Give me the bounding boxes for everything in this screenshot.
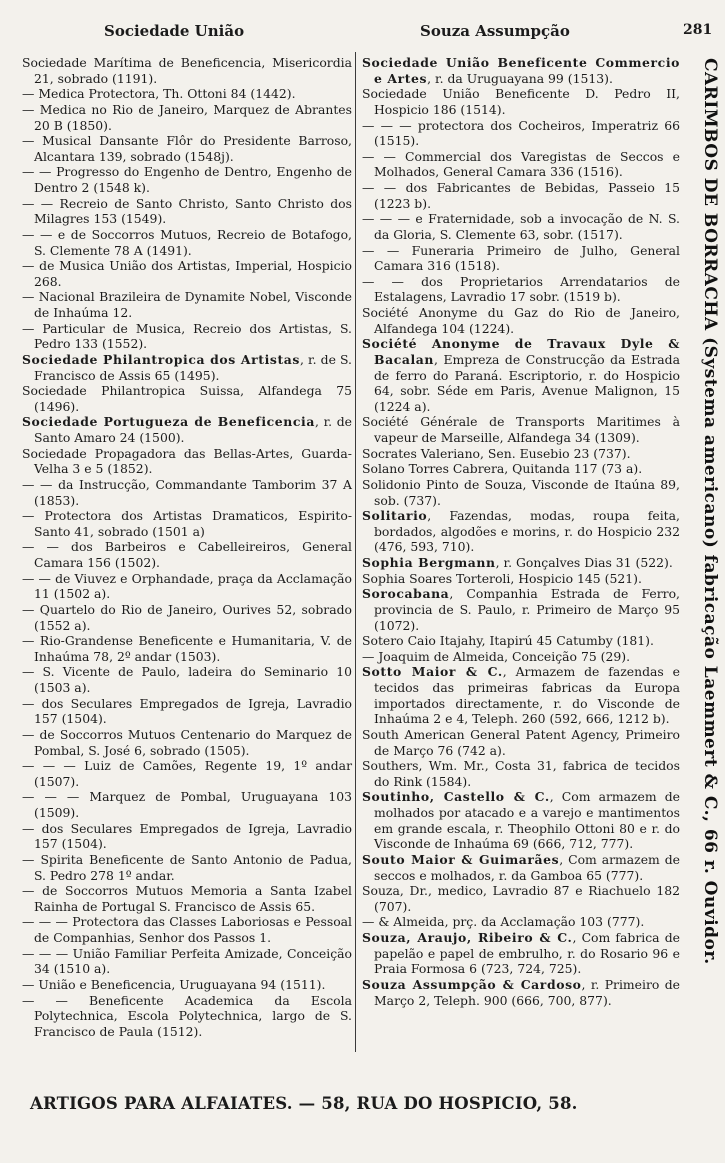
list-item: Sociedade União Beneficente D. Pedro II, Hospicio 186 (1514). — [362, 86, 680, 117]
list-item: — — Beneficente Academica da Escola Polytechnica, Escola Polytechnica, largo de S. Francisco de Paula (1512). — [22, 992, 352, 1039]
list-item: — S. Vicente de Paulo, ladeira do Seminario 10 (1503 a). — [22, 664, 352, 695]
list-item: Solitario, Fazendas, modas, roupa feita, bordados, algodões e morins, r. do Hospicio 232 (476, 593, 710). — [362, 508, 680, 555]
list-item: Société Anonyme du Gaz do Rio de Janeiro, Alfandega 104 (1224). — [362, 305, 680, 336]
list-item: Souza Assumpção & Cardoso, r. Primeiro de Março 2, Teleph. 900 (666, 700, 877). — [362, 976, 681, 1008]
list-item: — de Soccorros Mutuos Memoria a Santa Izabel Rainha de Portugal S. Francisco de Assis 65. — [22, 883, 352, 914]
list-item: — — — Protectora das Classes Laboriosas e Pessoal de Companhias, Senhor dos Passos 1. — [22, 914, 352, 945]
side-advertisement: CARIMBOS DE BORRACHA (Systema americano) fabricação Laemmert & C., 66 r. Ouvidor. — [700, 58, 720, 965]
entry-name: Sociedade União Beneficente Commercio e Artes — [362, 55, 680, 86]
list-item: Solano Torres Cabrera, Quitanda 117 (73 a). — [362, 461, 643, 477]
list-item: Société Anonyme de Travaux Dyle & Bacalan, Empreza de Construcção da Estrada de ferro do Paraná. Escriptorio, r. do Hospicio 64, sobr. Séde em Paris, Avenue Malignon, 15 (1224 a). — [362, 336, 680, 414]
list-item: — Spirita Beneficente de Santo Antonio de Padua, S. Pedro 278 1º andar. — [22, 851, 352, 883]
page-number: 281 — [683, 22, 713, 38]
entry-name: Souto Maior & Guimarães — [362, 851, 560, 867]
list-item: — Protectora dos Artistas Dramaticos, Espirito-Santo 41, sobrado (1501 a) — [22, 508, 352, 539]
list-item: Souza, Dr., medico, Lavradio 87 e Riachuelo 182 (707). — [362, 883, 680, 914]
list-item: — Musical Dansante Flôr do Presidente Barroso, Alcantara 139, sobrado (1548j). — [22, 133, 352, 164]
list-item: — Medica no Rio de Janeiro, Marquez de Abrantes 20 B (1850). — [22, 101, 352, 133]
column-divider — [355, 52, 356, 1052]
list-item: — — dos Proprietarios Arrendatarios de Estalagens, Lavradio 17 sobr. (1519 b). — [362, 273, 680, 305]
list-item: — dos Seculares Empregados de Igreja, Lavradio 157 (1504). — [22, 695, 352, 727]
list-item: — — de Viuvez e Orphandade, praça da Acclamação 11 (1502 a). — [22, 570, 352, 602]
list-item: — União e Beneficencia, Uruguayana 94 (1511). — [22, 976, 326, 992]
entry-name: Sociedade Portugueza de Beneficencia — [22, 414, 315, 430]
list-item: — — dos Fabricantes de Bebidas, Passeio 15 (1223 b). — [362, 180, 680, 211]
list-item: — Quartelo do Rio de Janeiro, Ourives 52, sobrado (1552 a). — [22, 601, 352, 633]
list-item: — — — Luiz de Camões, Regente 19, 1º andar (1507). — [22, 758, 352, 789]
left-column — [22, 55, 352, 1039]
list-item: — — Recreio de Santo Christo, Santo Christo dos Milagres 153 (1549). — [22, 195, 352, 227]
list-item: Souza, Araujo, Ribeiro & C., Com fabrica de papelão e papel de embrulho, r. do Rosario 96 e Praia Formosa 6 (723, 724, 725). — [362, 930, 680, 977]
entry-name: Sorocabana — [362, 586, 450, 602]
list-item: — — e de Soccorros Mutuos, Recreio de Botafogo, S. Clemente 78 A (1491). — [22, 226, 352, 258]
list-item: — — — União Familiar Perfeita Amizade, Conceição 34 (1510 a). — [22, 945, 352, 977]
list-item: — — — e Fraternidade, sob a invocação de N. S. da Gloria, S. Clemente 63, sobr. (1517). — [362, 211, 680, 242]
header-left-title: Sociedade União — [104, 22, 245, 40]
list-item: Sotero Caio Itajahy, Itapirú 45 Catumby (181). — [362, 633, 654, 649]
entry-name: Solitario — [362, 508, 428, 524]
running-head — [0, 22, 725, 46]
list-item: Sociedade Philantropica Suissa, Alfandega 75 (1496). — [22, 383, 352, 414]
entry-name: Sotto Maior & C. — [362, 664, 503, 680]
list-item: — Joaquim de Almeida, Conceição 75 (29). — [362, 648, 631, 664]
list-item: — de Soccorros Mutuos Centenario do Marquez de Pombal, S. José 6, sobrado (1505). — [22, 726, 352, 758]
entry-name: Sophia Bergmann — [362, 555, 496, 570]
list-item: Southers, Wm. Mr., Costa 31, fabrica de tecidos do Rink (1584). — [362, 758, 680, 789]
list-item: — Particular de Musica, Recreio dos Artistas, S. Pedro 133 (1552). — [22, 320, 352, 352]
list-item: — — — protectora dos Cocheiros, Imperatriz 66 (1515). — [362, 117, 680, 149]
list-item: Sociedade Marítima de Beneficencia, Misericordia 21, sobrado (1191). — [22, 55, 352, 86]
list-item: Sociedade Philantropica dos Artistas, r. de S. Francisco de Assis 65 (1495). — [22, 351, 352, 383]
list-item: — — — Marquez de Pombal, Uruguayana 103 (1509). — [22, 789, 352, 820]
list-item: — Rio-Grandense Beneficente e Humanitaria, V. de Inhaúma 78, 2º andar (1503). — [22, 633, 352, 664]
list-item: — Nacional Brazileira de Dynamite Nobel, Visconde de Inhaúma 12. — [22, 289, 352, 320]
list-item: South American General Patent Agency, Primeiro de Março 76 (742 a). — [362, 726, 680, 758]
list-item: Sorocabana, Companhia Estrada de Ferro, provincia de S. Paulo, r. Primeiro de Março 95 (1072). — [362, 586, 680, 633]
list-item: — — da Instrucção, Commandante Tamborim 37 A (1853). — [22, 476, 352, 508]
list-item: Sociedade União Beneficente Commercio e Artes, r. da Uruguayana 99 (1513). — [362, 55, 680, 86]
list-item: Société Générale de Transports Maritimes à vapeur de Marseille, Alfandega 34 (1309). — [362, 414, 680, 445]
list-item: — & Almeida, prç. da Acclamação 103 (777). — [362, 914, 645, 930]
list-item: — — Commercial dos Varegistas de Seccos e Molhados, General Camara 336 (1516). — [362, 148, 680, 180]
footer-advertisement: ARTIGOS PARA ALFAIATES. — 58, RUA DO HOSPICIO, 58. — [30, 1094, 578, 1113]
entry-name: Sociedade Philantropica dos Artistas — [22, 351, 301, 367]
list-item: — — dos Barbeiros e Cabelleireiros, General Camara 156 (1502). — [22, 539, 352, 570]
list-item: — Medica Protectora, Th. Ottoni 84 (1442). — [22, 86, 296, 102]
list-item: — dos Seculares Empregados de Igreja, Lavradio 157 (1504). — [22, 820, 352, 852]
entry-name: Souza, Araujo, Ribeiro & C. — [362, 930, 573, 945]
list-item: — — Funeraria Primeiro de Julho, General Camara 316 (1518). — [362, 242, 680, 274]
list-item: — de Musica União dos Artistas, Imperial, Hospicio 268. — [22, 258, 352, 289]
entry-name: Société Anonyme de Travaux Dyle & Bacalan — [362, 336, 680, 367]
entry-name: Souza Assumpção & Cardoso — [362, 976, 582, 992]
list-item: — — Progresso do Engenho de Dentro, Engenho de Dentro 2 (1548 k). — [22, 164, 352, 195]
header-right-title: Souza Assumpção — [420, 22, 570, 40]
list-item: Sophia Bergmann, r. Gonçalves Dias 31 (522). — [362, 555, 673, 570]
list-item: Sociedade Portugueza de Beneficencia, r. de Santo Amaro 24 (1500). — [22, 414, 352, 445]
list-item: Sociedade Propagadora das Bellas-Artes, Guarda-Velha 3 e 5 (1852). — [22, 445, 352, 477]
entry-name: Soutinho, Castello & C. — [362, 789, 550, 805]
list-item: Solidonio Pinto de Souza, Visconde de Itaúna 89, sob. (737). — [362, 476, 680, 508]
list-item: Sophia Soares Torteroli, Hospicio 145 (521). — [362, 570, 642, 586]
list-item: Soutinho, Castello & C., Com armazem de molhados por atacado e a varejo e mantimentos em grande escala, r. Theophilo Ottoni 80 e r. do Visconde de Inhaúma 69 (666, 712, 777). — [362, 789, 680, 852]
list-item: Sotto Maior & C., Armazem de fazendas e tecidos das primeiras fabricas da Europa importados directamente, r. do Visconde de Inhaúma 2 e 4, Teleph. 260 (592, 666, 1212 b). — [362, 664, 680, 727]
list-item: Souto Maior & Guimarães, Com armazem de seccos e molhados, r. da Gamboa 65 (777). — [362, 851, 680, 883]
right-column — [362, 55, 680, 1008]
list-item: Socrates Valeriano, Sen. Eusebio 23 (737). — [362, 445, 631, 461]
